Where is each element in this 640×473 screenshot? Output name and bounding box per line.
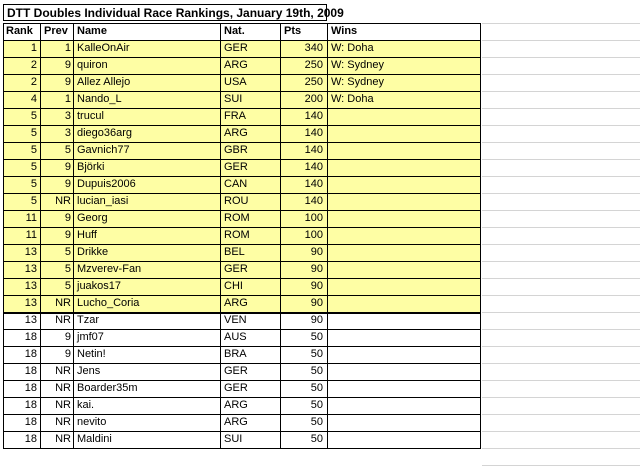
table-row [3,91,481,108]
cell-wins[interactable]: W: Doha [331,42,374,54]
table-row [3,312,481,329]
empty-gridline [482,397,640,398]
cell-name[interactable]: quiron [77,59,108,71]
table-row [3,244,481,261]
cell-rank[interactable]: 18 [24,365,37,377]
cell-pts[interactable]: 100 [304,212,323,224]
cell-nat[interactable]: ARG [224,297,248,309]
cell-rank[interactable]: 13 [24,246,37,258]
empty-gridline [482,414,640,415]
cell-nat[interactable]: SUI [224,93,243,105]
cell-pts[interactable]: 90 [310,246,323,258]
cell-nat[interactable]: GER [224,161,248,173]
cell-nat[interactable]: FRA [224,110,246,122]
cell-pts[interactable]: 250 [304,59,323,71]
cell-name[interactable]: diego36arg [77,127,133,139]
row-divider [3,210,481,211]
cell-rank[interactable]: 5 [30,161,37,173]
cell-wins[interactable] [328,278,481,295]
row-divider [3,363,481,364]
cell-pts[interactable]: 50 [310,331,323,343]
empty-gridline [482,278,640,279]
row-divider [3,414,481,415]
empty-gridline [482,380,640,381]
cell-prev[interactable]: NR [55,297,71,309]
row-divider [3,295,481,296]
empty-gridline [482,91,640,92]
table-row [3,159,481,176]
table-row [3,363,481,380]
cell-name[interactable]: Lucho_Coria [77,297,140,309]
cell-wins[interactable] [328,176,481,193]
empty-grid-area [482,0,640,473]
empty-gridline [482,57,640,58]
cell-nat[interactable]: GER [224,365,248,377]
cell-name[interactable]: Björki [77,161,105,173]
cell-wins[interactable] [328,312,481,329]
cell-wins[interactable] [328,244,481,261]
cell-wins[interactable]: W: Sydney [331,76,384,88]
cell-wins[interactable] [328,193,481,210]
cell-name[interactable]: Maldini [77,433,112,445]
row-divider [3,142,481,143]
cell-prev[interactable]: 5 [64,280,71,292]
cell-pts[interactable]: 50 [310,416,323,428]
cell-pts[interactable]: 90 [310,280,323,292]
cell-pts[interactable]: 200 [304,93,323,105]
cell-rank[interactable]: 5 [30,110,37,122]
cell-nat[interactable]: ROM [224,212,250,224]
cell-prev[interactable]: 1 [64,42,71,54]
column-divider [40,23,41,449]
cell-prev[interactable]: 9 [64,59,71,71]
cell-rank[interactable]: 5 [30,195,37,207]
table-row [3,227,481,244]
cell-nat[interactable]: ARG [224,416,248,428]
cell-name[interactable]: Netin! [77,348,106,360]
cell-name[interactable]: Mzverev-Fan [77,263,142,275]
table-row [3,210,481,227]
empty-gridline [482,448,640,449]
row-divider [3,74,481,75]
cell-pts[interactable]: 50 [310,399,323,411]
cell-name[interactable]: Georg [77,212,108,224]
cell-pts[interactable]: 90 [310,297,323,309]
row-divider [3,329,481,330]
cell-pts[interactable]: 340 [304,42,323,54]
cell-prev[interactable]: 9 [64,161,71,173]
column-divider [73,23,74,449]
cell-rank[interactable]: 18 [24,416,37,428]
table-row [3,431,481,448]
row-divider [3,244,481,245]
section-divider [3,312,481,314]
empty-gridline [482,210,640,211]
cell-nat[interactable]: USA [224,76,247,88]
cell-wins[interactable]: W: Sydney [331,59,384,71]
row-divider [3,448,481,449]
cell-nat[interactable]: GBR [224,144,248,156]
header-wins[interactable]: Wins [331,25,358,37]
cell-nat[interactable]: GER [224,382,248,394]
cell-name[interactable]: Allez Allejo [77,76,131,88]
cell-wins[interactable] [328,295,481,312]
cell-rank[interactable]: 13 [24,280,37,292]
cell-nat[interactable]: ARG [224,59,248,71]
cell-name[interactable]: Boarder35m [77,382,138,394]
cell-rank[interactable]: 18 [24,382,37,394]
cell-prev[interactable]: NR [55,433,71,445]
sheet-title: DTT Doubles Individual Race Rankings, January 19th, 2009 [3,4,327,21]
cell-wins[interactable] [328,159,481,176]
cell-rank[interactable]: 5 [30,178,37,190]
cell-prev[interactable]: 9 [64,76,71,88]
empty-gridline [482,142,640,143]
cell-pts[interactable]: 50 [310,433,323,445]
cell-nat[interactable]: ROM [224,229,250,241]
row-divider [3,193,481,194]
cell-rank[interactable]: 13 [24,263,37,275]
header-nat[interactable]: Nat. [224,25,245,37]
cell-wins[interactable] [328,142,481,159]
cell-rank[interactable]: 18 [24,399,37,411]
empty-gridline [482,159,640,160]
cell-rank[interactable]: 1 [30,42,37,54]
cell-rank[interactable]: 11 [25,212,37,224]
cell-rank[interactable]: 13 [24,297,37,309]
cell-nat[interactable]: GER [224,42,248,54]
cell-pts[interactable]: 50 [310,382,323,394]
empty-gridline [482,329,640,330]
cell-name[interactable]: Drikke [77,246,109,258]
table-row [3,397,481,414]
cell-prev[interactable]: 9 [64,229,71,241]
cell-rank[interactable]: 2 [30,76,37,88]
cell-nat[interactable]: SUI [224,433,243,445]
cell-prev[interactable]: 5 [64,246,71,258]
cell-name[interactable]: Dupuis2006 [77,178,136,190]
empty-gridline [482,312,640,313]
cell-rank[interactable]: 4 [30,93,37,105]
cell-prev[interactable]: 9 [64,348,71,360]
cell-name[interactable]: Gavnich77 [77,144,130,156]
empty-gridline [482,295,640,296]
table-row [3,329,481,346]
cell-rank[interactable]: 18 [24,348,37,360]
cell-wins[interactable] [328,125,481,142]
column-divider [480,23,481,449]
empty-gridline [482,125,640,126]
table-row [3,380,481,397]
empty-gridline [482,244,640,245]
cell-rank[interactable]: 11 [25,229,37,241]
cell-prev[interactable]: 5 [64,144,71,156]
cell-name[interactable]: kai. [77,399,95,411]
cell-pts[interactable]: 140 [304,195,323,207]
cell-wins[interactable] [328,108,481,125]
cell-rank[interactable]: 18 [24,433,37,445]
table-row [3,108,481,125]
table-row [3,125,481,142]
empty-gridline [482,363,640,364]
row-divider [3,397,481,398]
empty-gridline [482,431,640,432]
empty-gridline [482,261,640,262]
table-row [3,142,481,159]
cell-nat[interactable]: ROU [224,195,249,207]
cell-rank[interactable]: 5 [30,144,37,156]
cell-wins[interactable]: W: Doha [331,93,374,105]
cell-name[interactable]: nevito [77,416,107,428]
cell-pts[interactable]: 140 [304,178,323,190]
cell-pts[interactable]: 50 [310,348,323,360]
cell-pts[interactable]: 100 [304,229,323,241]
cell-pts[interactable]: 140 [304,161,323,173]
cell-prev[interactable]: NR [55,195,71,207]
rankings-table [3,23,481,471]
cell-nat[interactable]: ARG [224,127,248,139]
table-row [3,295,481,312]
table-row [3,176,481,193]
cell-name[interactable]: Huff [77,229,97,241]
header-name[interactable]: Name [77,25,107,37]
cell-wins[interactable] [328,397,481,414]
header-rank[interactable]: Rank [6,25,33,37]
empty-gridline [482,346,640,347]
row-divider [3,227,481,228]
cell-name[interactable]: Nando_L [77,93,122,105]
cell-name[interactable]: Tzar [77,314,99,326]
table-row [3,414,481,431]
cell-rank[interactable]: 5 [30,127,37,139]
column-divider [3,23,4,449]
row-divider [3,380,481,381]
cell-nat[interactable]: GER [224,263,248,275]
empty-gridline [482,227,640,228]
cell-wins[interactable] [328,414,481,431]
cell-prev[interactable]: 9 [64,212,71,224]
cell-wins[interactable] [328,346,481,363]
table-row [3,261,481,278]
cell-prev[interactable]: NR [55,314,71,326]
empty-gridline [482,108,640,109]
cell-name[interactable]: trucul [77,110,104,122]
column-divider [220,23,221,449]
cell-name[interactable]: lucian_iasi [77,195,129,207]
cell-prev[interactable]: 9 [64,178,71,190]
cell-prev[interactable]: 9 [64,331,71,343]
cell-pts[interactable]: 140 [304,110,323,122]
empty-gridline [482,74,640,75]
row-divider [3,159,481,160]
cell-wins[interactable] [328,261,481,278]
cell-prev[interactable]: NR [55,365,71,377]
table-row [3,193,481,210]
cell-prev[interactable]: NR [55,399,71,411]
cell-wins[interactable] [328,363,481,380]
cell-pts[interactable]: 50 [310,365,323,377]
row-divider [3,431,481,432]
cell-nat[interactable]: BEL [224,246,245,258]
cell-prev[interactable]: 3 [64,110,71,122]
row-divider [3,346,481,347]
cell-name[interactable]: Jens [77,365,101,377]
cell-name[interactable]: juakos17 [77,280,122,292]
cell-wins[interactable] [328,210,481,227]
empty-gridline [482,23,640,24]
cell-pts[interactable]: 90 [310,263,323,275]
table-row [3,40,481,57]
cell-nat[interactable]: AUS [224,331,247,343]
cell-nat[interactable]: BRA [224,348,247,360]
table-row [3,278,481,295]
cell-rank[interactable]: 13 [24,314,37,326]
cell-pts[interactable]: 250 [304,76,323,88]
row-divider [3,23,481,24]
cell-pts[interactable]: 90 [310,314,323,326]
row-divider [3,108,481,109]
cell-prev[interactable]: 5 [64,263,71,275]
column-divider [280,23,281,449]
cell-prev[interactable]: NR [55,382,71,394]
header-pts[interactable]: Pts [284,25,302,37]
row-divider [3,261,481,262]
cell-prev[interactable]: 1 [64,93,71,105]
cell-wins[interactable] [328,329,481,346]
cell-name[interactable]: jmf07 [77,331,104,343]
empty-gridline [482,465,640,466]
row-divider [3,57,481,58]
cell-pts[interactable]: 140 [304,144,323,156]
table-row [3,57,481,74]
cell-nat[interactable]: CAN [224,178,248,190]
cell-wins[interactable] [328,227,481,244]
header-prev[interactable]: Prev [44,25,68,37]
cell-rank[interactable]: 18 [24,331,37,343]
column-divider [327,23,328,449]
cell-nat[interactable]: VEN [224,314,247,326]
row-divider [3,176,481,177]
cell-prev[interactable]: NR [55,416,71,428]
cell-nat[interactable]: CHI [224,280,243,292]
empty-gridline [482,40,640,41]
header-row [3,23,481,40]
cell-nat[interactable]: ARG [224,399,248,411]
row-divider [3,278,481,279]
table-row [3,74,481,91]
cell-wins[interactable] [328,380,481,397]
row-divider [3,125,481,126]
row-divider [3,91,481,92]
empty-gridline [482,176,640,177]
empty-gridline [482,193,640,194]
cell-pts[interactable]: 140 [304,127,323,139]
cell-prev[interactable]: 3 [64,127,71,139]
cell-name[interactable]: KalleOnAir [77,42,130,54]
row-divider [3,40,481,41]
table-row [3,346,481,363]
cell-rank[interactable]: 2 [30,59,37,71]
cell-wins[interactable] [328,431,481,448]
